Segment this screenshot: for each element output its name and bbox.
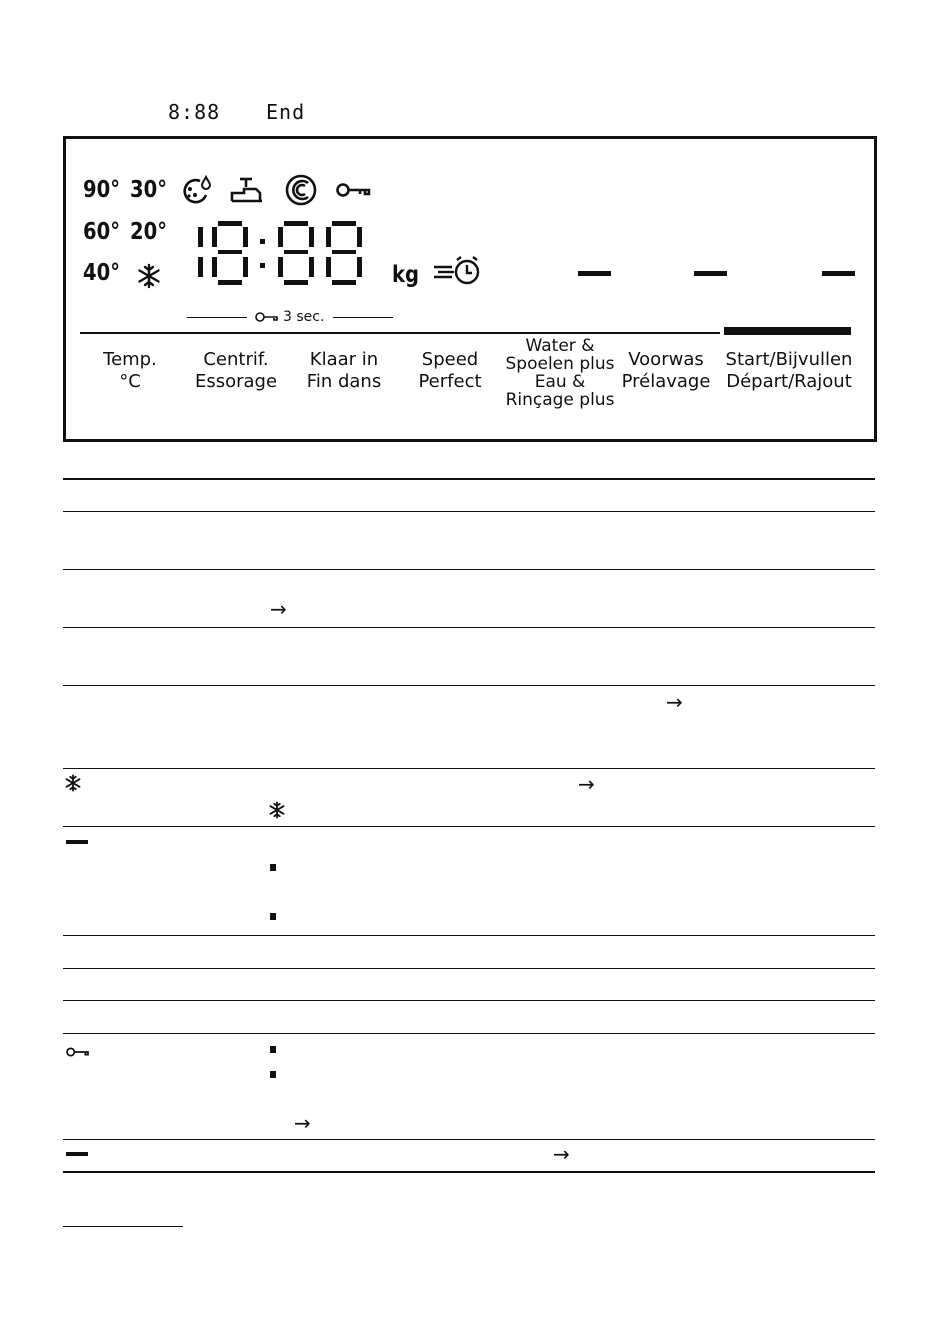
dash-icon	[66, 840, 88, 844]
spin-icon	[284, 173, 318, 207]
table-rule	[63, 511, 875, 512]
label-line: Prélavage	[621, 371, 711, 392]
table-rule	[63, 768, 875, 769]
table-rule	[63, 935, 875, 936]
panel-divider	[80, 332, 720, 334]
table-rule	[63, 685, 875, 686]
dash-icon	[66, 1152, 88, 1156]
start-pause-button[interactable]	[720, 349, 858, 393]
control-panel	[63, 136, 877, 442]
table-top-rule	[63, 478, 875, 480]
key-icon	[65, 1046, 91, 1058]
lock-hint-line-right	[333, 317, 393, 318]
snowflake-icon	[136, 263, 162, 289]
bullet-icon	[270, 913, 276, 920]
table-rule	[63, 826, 875, 827]
bullet-icon	[270, 864, 276, 871]
table-rule	[63, 1139, 875, 1140]
indicator-dash-1	[578, 271, 611, 276]
indicator-dash-3	[822, 271, 855, 276]
spin-button[interactable]	[184, 349, 288, 393]
label-line: Water &	[525, 336, 595, 356]
arrow-icon: →	[294, 1111, 311, 1135]
arrow-icon: →	[578, 772, 595, 796]
temp-90: 90°	[83, 177, 120, 203]
prewash-button[interactable]	[618, 349, 714, 393]
temp-40: 40°	[83, 260, 120, 286]
arrow-icon: →	[666, 690, 683, 714]
time-readout: 8:88	[168, 100, 221, 124]
weight-unit: kg	[392, 262, 420, 288]
snowflake-icon	[268, 801, 286, 819]
end-readout: End	[266, 100, 306, 124]
lock-hint-line-left	[187, 317, 247, 318]
label-line: Speed	[421, 349, 479, 370]
finish-in-button[interactable]	[292, 349, 396, 393]
digital-display	[194, 217, 370, 289]
start-indicator-bar	[724, 327, 851, 335]
key-icon	[255, 311, 279, 323]
water-rinse-plus-button[interactable]	[502, 337, 618, 409]
lock-hint-text: 3 sec.	[283, 309, 325, 325]
temp-60: 60°	[83, 219, 120, 245]
label-line: Spoelen plus	[505, 354, 615, 374]
label-line: Rinçage plus	[505, 390, 615, 410]
label-line: Fin dans	[306, 371, 382, 392]
table-rule	[63, 1000, 875, 1001]
bullet-icon	[270, 1046, 276, 1053]
label-line: Voorwas	[628, 349, 704, 370]
bullet-icon	[270, 1071, 276, 1078]
table-rule	[63, 627, 875, 628]
arrow-icon: →	[553, 1142, 570, 1166]
label-line: Essorage	[194, 371, 278, 392]
footnote-rule	[63, 1226, 183, 1227]
label-line: Start/Bijvullen	[725, 349, 853, 370]
label-line: Temp.	[103, 349, 157, 370]
temp-20: 20°	[130, 219, 167, 245]
label-line: Perfect	[418, 371, 482, 392]
temp-button[interactable]	[80, 349, 180, 393]
snowflake-icon	[64, 774, 82, 792]
table-rule	[63, 1033, 875, 1034]
tap-icon	[230, 175, 264, 205]
key-icon	[336, 181, 372, 199]
table-rule	[63, 968, 875, 969]
indicator-dash-2	[694, 271, 727, 276]
table-bottom-rule	[63, 1171, 875, 1173]
label-line: Klaar in	[309, 349, 379, 370]
alarm-clock-icon	[432, 255, 484, 287]
table-rule	[63, 569, 875, 570]
label-line: Centrif.	[203, 349, 269, 370]
arrow-icon: →	[270, 597, 287, 621]
label-line: Départ/Rajout	[726, 371, 852, 392]
label-line: Eau &	[534, 372, 586, 392]
temp-30: 30°	[130, 177, 167, 203]
label-line: °C	[119, 371, 141, 392]
speed-perfect-button[interactable]	[400, 349, 500, 393]
stain-drop-icon	[180, 175, 214, 205]
